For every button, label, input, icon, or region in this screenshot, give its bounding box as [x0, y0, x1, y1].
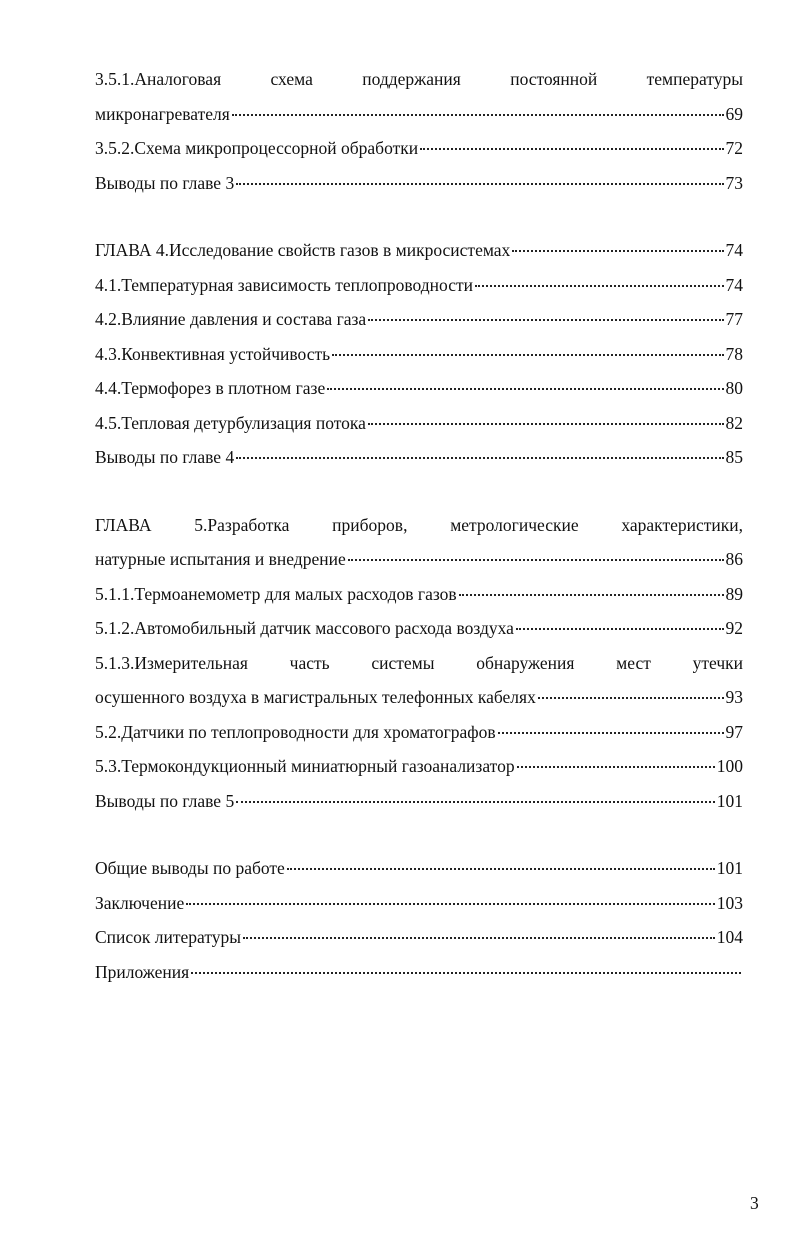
toc-entry: [95, 371, 743, 406]
dot-leader: [459, 593, 724, 596]
toc-entry: [95, 680, 743, 715]
toc-entry: [95, 302, 743, 337]
dot-leader: [287, 867, 715, 870]
toc-entry-title: 4.4.Термофорез в плотном газе: [95, 378, 326, 398]
dot-leader: [327, 387, 723, 390]
table-of-contents: [95, 62, 743, 989]
toc-entry: [95, 749, 743, 784]
section-gap: [95, 200, 743, 233]
dot-leader: [516, 627, 724, 630]
toc-entry-title: 5.2.Датчики по теплопроводности для хроматографов: [95, 721, 496, 742]
section-gap: [95, 818, 743, 851]
toc-entry-page: 89: [725, 583, 743, 604]
dot-leader: [348, 558, 724, 561]
toc-entry-title: микронагревателя: [95, 103, 230, 124]
toc-entry-title: ГЛАВА 4.Исследование свойств газов в микросистемах: [95, 240, 511, 260]
toc-entry: [95, 97, 743, 132]
toc-entry: [95, 268, 743, 303]
toc-entry: [95, 337, 743, 372]
toc-entry-page: 74: [725, 274, 743, 295]
dot-leader: [368, 318, 723, 321]
toc-entry-title: 4.2.Влияние давления и состава газа: [95, 309, 367, 329]
toc-entry-page: 77: [725, 309, 743, 329]
dot-leader: [475, 284, 723, 287]
toc-entry-title: 4.3.Конвективная устойчивость: [95, 343, 331, 364]
toc-entry: [95, 886, 743, 921]
toc-entry-title: 5.3.Термокондукционный миниатюрный газоанализатор: [95, 756, 515, 776]
toc-entry: [95, 851, 743, 886]
toc-entry-title: Список литературы: [95, 927, 242, 947]
toc-entry-title: 3.5.2.Схема микропроцессорной обработки: [95, 138, 419, 158]
toc-entry: [95, 715, 743, 750]
toc-entry-title: Выводы по главе 3: [95, 172, 235, 193]
dot-leader: [191, 971, 741, 974]
dot-leader: [420, 147, 723, 150]
dot-leader: [538, 696, 724, 699]
toc-entry: [95, 166, 743, 201]
toc-entry: [95, 131, 743, 166]
toc-entry-title: 5.1.3.Измерительная часть системы обнаружения мест утечки: [95, 652, 743, 673]
dot-leader: [236, 456, 723, 459]
toc-entry-page: 101: [716, 790, 743, 811]
toc-entry: [95, 233, 743, 268]
toc-entry-page: 74: [725, 240, 743, 260]
toc-entry-page: 97: [725, 721, 743, 742]
toc-entry-title: натурные испытания и внедрение: [95, 549, 346, 569]
toc-entry-page: 72: [725, 138, 743, 158]
toc-entry-page: 85: [725, 447, 743, 467]
toc-entry-title: 5.1.2.Автомобильный датчик массового расхода воздуха: [95, 618, 514, 638]
section-gap: [95, 475, 743, 508]
page-number: 3: [750, 1193, 759, 1213]
dot-leader: [332, 353, 723, 356]
toc-entry-page: 103: [716, 892, 743, 913]
toc-entry-page: 100: [716, 756, 743, 776]
toc-entry-title: 4.5.Тепловая детурбулизация потока: [95, 412, 366, 433]
toc-entry-page: 101: [716, 858, 743, 878]
toc-entry-page: 78: [725, 343, 743, 364]
toc-entry: [95, 577, 743, 612]
toc-entry-title: Приложения: [95, 961, 190, 982]
toc-entry: [95, 955, 743, 990]
toc-entry-title: 3.5.1.Аналоговая схема поддержания постоянной температуры: [95, 69, 743, 89]
toc-entry-page: 69: [725, 103, 743, 124]
toc-entry: [95, 920, 743, 955]
toc-entry-title: осушенного воздуха в магистральных телефонных кабелях: [95, 687, 536, 707]
toc-entry: [95, 508, 743, 543]
toc-entry-title: Общие выводы по работе: [95, 858, 285, 878]
dot-leader: [243, 936, 715, 939]
dot-leader: [236, 182, 723, 185]
toc-entry: [95, 611, 743, 646]
toc-entry: [95, 440, 743, 475]
toc-entry: [95, 62, 743, 97]
dot-leader: [517, 765, 715, 768]
toc-entry: [95, 646, 743, 681]
dot-leader: [368, 422, 724, 425]
toc-entry: [95, 784, 743, 819]
toc-entry: [95, 542, 743, 577]
toc-entry: [95, 406, 743, 441]
dot-leader: [498, 731, 724, 734]
toc-entry-title: ГЛАВА 5.Разработка приборов, метрологические характеристики,: [95, 514, 743, 535]
dot-leader: [236, 800, 715, 803]
toc-entry-page: 82: [725, 412, 743, 433]
toc-entry-title: Выводы по главе 4: [95, 447, 235, 467]
toc-entry-title: 5.1.1.Термоанемометр для малых расходов газов: [95, 583, 457, 604]
dot-leader: [512, 249, 723, 252]
toc-entry-page: 73: [725, 172, 743, 193]
toc-entry-page: 93: [725, 687, 743, 707]
toc-entry-page: 86: [725, 549, 743, 569]
toc-entry-page: 80: [725, 378, 743, 398]
toc-entry-page: 92: [725, 618, 743, 638]
toc-entry-title: Выводы по главе 5: [95, 790, 235, 811]
dot-leader: [186, 902, 715, 905]
toc-entry-title: 4.1.Температурная зависимость теплопроводности: [95, 274, 474, 295]
toc-entry-title: Заключение: [95, 892, 185, 913]
toc-entry-page: 104: [716, 927, 743, 947]
dot-leader: [232, 113, 724, 116]
